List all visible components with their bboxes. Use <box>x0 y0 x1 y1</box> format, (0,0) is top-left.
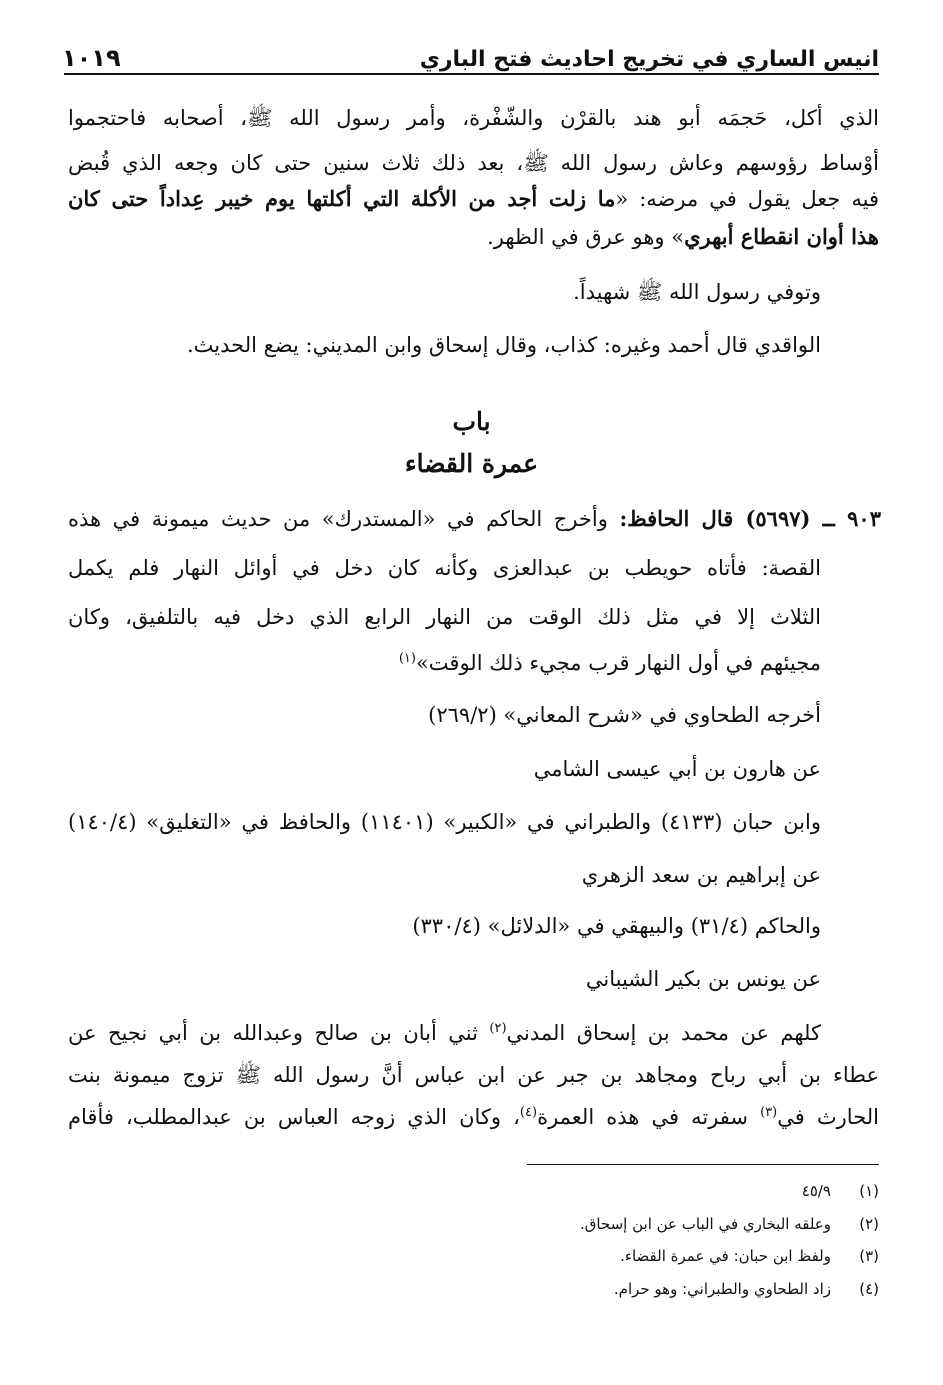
text-run: الحارث في <box>777 1105 879 1129</box>
section-label: باب <box>452 407 491 436</box>
hadith-line <box>68 502 881 536</box>
footnote-text: زاد الطحاوي والطبراني: وهو حرام. <box>613 1280 831 1298</box>
footnote <box>614 1276 879 1302</box>
hadith-line: القصة: فأتاه حويطب بن عبدالعزى وكأنه كان دخل في أوائل النهار فلم يكمل <box>68 556 821 580</box>
text-run: كلهم عن محمد بن إسحاق المدني <box>506 1021 822 1045</box>
takhrij-line: أخرجه الطحاوي في «شرح المعاني» (٢٦٩/٢) <box>428 703 821 727</box>
quote-bold: هذا أوان انقطاع أبهري <box>684 224 879 249</box>
takhrij-line: وابن حبان (٤١٣٣) والطبراني في «الكبير» (١١٤٠١) والحافظ في «التغليق» (١٤٠/٤) <box>68 810 821 834</box>
text-run: وأخرج الحاكم في «المستدرك» من حديث ميمونة في هذه <box>68 507 608 531</box>
body-line: وتوفي رسول الله ﷺ شهيداً. <box>573 280 821 304</box>
footnote-rule <box>527 1164 879 1165</box>
takhrij-line: والحاكم (٣١/٤) والبيهقي في «الدلائل» (٣٣٠/٤) <box>412 914 821 938</box>
text-run: ، وكان الذي زوجه العباس بن عبدالمطلب، فأقام <box>68 1105 520 1129</box>
takhrij-line: عن إبراهيم بن سعد الزهري <box>581 863 821 887</box>
footnote-text: ولفظ ابن حبان: في عمرة القضاء. <box>620 1247 831 1265</box>
footnote-number: (١) <box>859 1182 879 1200</box>
header-rule <box>64 73 879 75</box>
page-number: ١٠١٩ <box>62 44 121 72</box>
text-run: سفرته في هذه العمرة <box>537 1105 761 1129</box>
footnote-text: وعلقه البخاري في الباب عن ابن إسحاق. <box>579 1215 831 1233</box>
hadith-number: ٩٠٣ ــ (٥٦٩٧) قال الحافظ: <box>619 506 881 531</box>
running-title: انيس الساري في تخريج احاديث فتح الباري <box>419 47 879 72</box>
footnote-number: (٤) <box>859 1280 879 1298</box>
section-title: عمرة القضاء <box>404 449 539 478</box>
footnote <box>802 1178 879 1204</box>
takhrij-line: عن يونس بن بكير الشيباني <box>585 967 821 991</box>
body-line: الواقدي قال أحمد وغيره: كذاب، وقال إسحاق وابن المديني: يضع الحديث. <box>186 333 821 357</box>
hadith-line <box>68 646 821 680</box>
text-run: » وهو عرق في الظهر. <box>487 225 685 249</box>
page-header <box>62 28 879 72</box>
body-line <box>68 182 879 216</box>
takhrij-line: عن هارون بن أبي عيسى الشامي <box>533 757 821 781</box>
text-run: فيه جعل يقول في مرضه: « <box>615 187 879 211</box>
hadith-line: الثلاث إلا في مثل ذلك الوقت من النهار الرابع الذي دخل فيه بالتلفيق، وكان <box>68 605 821 629</box>
text-run: ثني أبان بن صالح وعبدالله بن أبي نجيح عن <box>68 1021 490 1045</box>
body-line: عطاء بن أبي رباح ومجاهد بن جبر عن ابن عباس أنَّ رسول الله ﷺ تزوج ميمونة بنت <box>68 1063 879 1087</box>
footnote-ref[interactable]: (٤) <box>519 1105 538 1120</box>
quote-bold: ما زلت أجد من الأكلة التي أكلتها يوم خيبر عِداداً حتى كان <box>68 186 616 211</box>
footnote <box>620 1243 879 1269</box>
footnote-ref[interactable]: (٣) <box>760 1105 778 1120</box>
footnote <box>580 1211 879 1237</box>
body-line: الذي أكل، حَجمَه أبو هند بالقرْن والشّفْرة، وأمر رسول الله ﷺ، أصحابه فاحتجموا <box>68 106 879 130</box>
body-line <box>68 220 879 254</box>
footnote-text: ٤٥/٩ <box>801 1182 831 1200</box>
footnote-ref[interactable]: (١) <box>398 651 416 666</box>
footnote-number: (٣) <box>859 1247 879 1265</box>
footnote-ref[interactable]: (٢) <box>489 1021 507 1036</box>
body-line <box>68 1100 879 1134</box>
body-line: أوْساط رؤوسهم وعاش رسول الله ﷺ، بعد ذلك ثلاث سنين حتى كان وجعه الذي قُبض <box>68 151 879 175</box>
footnote-number: (٢) <box>859 1215 879 1233</box>
text-run: مجيئهم في أول النهار قرب مجيء ذلك الوقت» <box>415 651 821 675</box>
body-line <box>68 1016 821 1050</box>
